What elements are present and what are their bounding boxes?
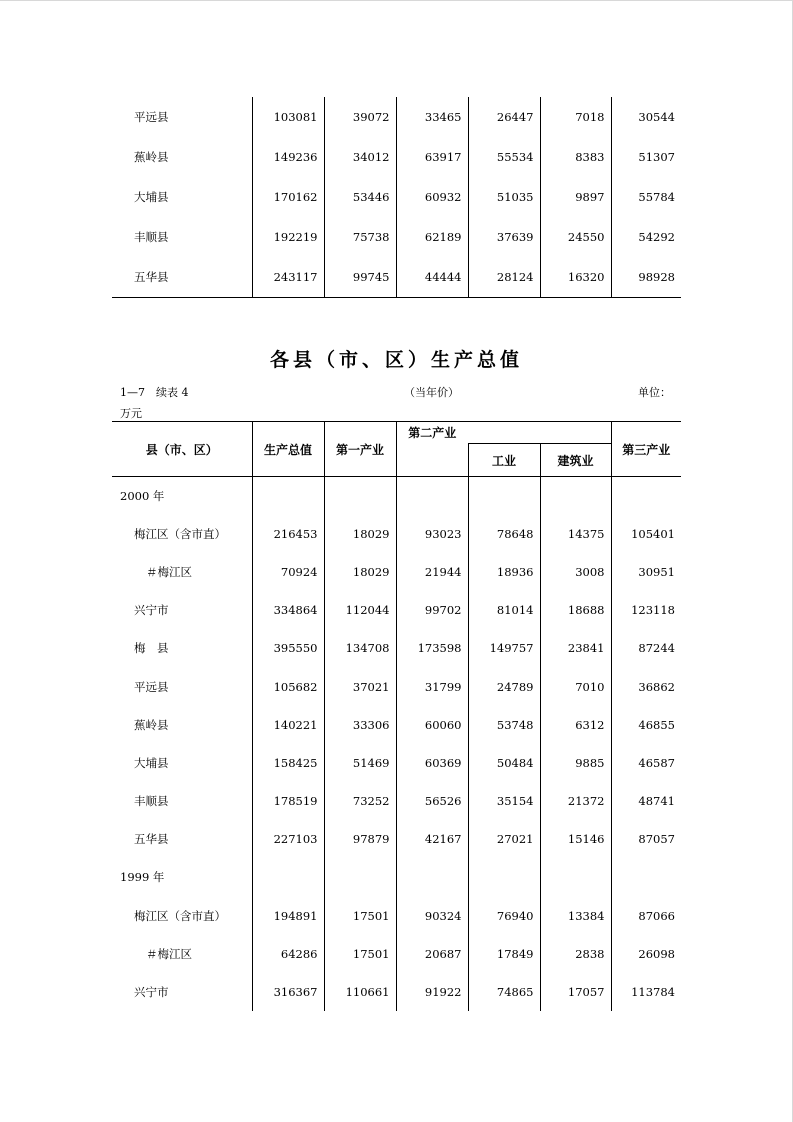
- cell-value: [540, 858, 611, 896]
- row-label: 兴宁市: [134, 603, 169, 618]
- cell-value: 7010: [540, 667, 611, 705]
- cell-value: 62189: [396, 217, 468, 257]
- cell-value: 93023: [396, 515, 468, 553]
- table-row: [112, 744, 681, 782]
- cell-value: 60060: [396, 706, 468, 744]
- cell-value: [324, 858, 396, 896]
- cell-value: 87066: [611, 897, 681, 935]
- cell-value: 63917: [396, 137, 468, 177]
- cell-value: 87057: [611, 820, 681, 858]
- cell-value: 87244: [611, 629, 681, 667]
- cell-value: [468, 858, 540, 896]
- row-label: 梅 县: [134, 641, 169, 656]
- cell-value: 17849: [468, 935, 540, 973]
- cell-value: 16320: [540, 257, 611, 297]
- cell-value: 173598: [396, 629, 468, 667]
- cell-value: 24550: [540, 217, 611, 257]
- table-row: [112, 137, 681, 177]
- cell-value: 33306: [324, 706, 396, 744]
- table-row: [112, 591, 681, 629]
- table-number: 1—7 续表 4: [120, 386, 189, 399]
- cell-value: 112044: [324, 591, 396, 629]
- cell-value: 37639: [468, 217, 540, 257]
- cell-value: 149236: [252, 137, 324, 177]
- row-label: 1999 年: [120, 870, 165, 885]
- cell-value: 78648: [468, 515, 540, 553]
- table-row: [112, 257, 681, 297]
- cell-value: 103081: [252, 97, 324, 137]
- cell-value: 192219: [252, 217, 324, 257]
- cell-value: 91922: [396, 973, 468, 1011]
- cell-value: 194891: [252, 897, 324, 935]
- cell-value: 55534: [468, 137, 540, 177]
- cell-value: 23841: [540, 629, 611, 667]
- table-row: [112, 858, 681, 896]
- cell-value: 34012: [324, 137, 396, 177]
- cell-value: [611, 858, 681, 896]
- cell-value: 54292: [611, 217, 681, 257]
- cell-value: 316367: [252, 973, 324, 1011]
- cell-value: 44444: [396, 257, 468, 297]
- gdp-table: [112, 421, 681, 1011]
- cell-value: 90324: [396, 897, 468, 935]
- cell-value: 99745: [324, 257, 396, 297]
- row-label: 蕉岭县: [134, 150, 169, 164]
- cell-value: [540, 477, 611, 515]
- cell-value: 30544: [611, 97, 681, 137]
- cell-value: 53446: [324, 177, 396, 217]
- cell-value: 46587: [611, 744, 681, 782]
- cell-value: 6312: [540, 706, 611, 744]
- cell-value: 17501: [324, 935, 396, 973]
- table-row: [112, 97, 681, 137]
- cell-value: 36862: [611, 667, 681, 705]
- table-row: [112, 217, 681, 257]
- cell-value: 26098: [611, 935, 681, 973]
- cell-value: [252, 858, 324, 896]
- header-gdp: 生产总值: [252, 422, 324, 477]
- cell-value: 105682: [252, 667, 324, 705]
- row-label: 平远县: [134, 110, 169, 124]
- price-note: （当年价）: [404, 386, 459, 399]
- cell-value: 24789: [468, 667, 540, 705]
- row-label: 蕉岭县: [134, 717, 169, 732]
- cell-value: 74865: [468, 973, 540, 1011]
- cell-value: 56526: [396, 782, 468, 820]
- page-title: 各县（市、区）生产总值: [269, 349, 523, 371]
- cell-value: 28124: [468, 257, 540, 297]
- cell-value: 48741: [611, 782, 681, 820]
- cell-value: 81014: [468, 591, 540, 629]
- unit-value: 万元: [120, 407, 142, 420]
- row-label: 梅江区（含市直）: [134, 908, 226, 923]
- cell-value: 18029: [324, 515, 396, 553]
- cell-value: 17057: [540, 973, 611, 1011]
- cell-value: [468, 477, 540, 515]
- cell-value: 243117: [252, 257, 324, 297]
- row-label: 丰顺县: [134, 794, 169, 809]
- row-label: ＃梅江区: [146, 564, 192, 579]
- cell-value: 395550: [252, 629, 324, 667]
- cell-value: 134708: [324, 629, 396, 667]
- cell-value: 170162: [252, 177, 324, 217]
- cell-value: 149757: [468, 629, 540, 667]
- cell-value: 14375: [540, 515, 611, 553]
- cell-value: 46855: [611, 706, 681, 744]
- row-label: 丰顺县: [134, 230, 169, 244]
- row-label: 大埔县: [134, 190, 169, 204]
- cell-value: 60932: [396, 177, 468, 217]
- cell-value: 75738: [324, 217, 396, 257]
- cell-value: 18936: [468, 553, 540, 591]
- table-row: [112, 935, 681, 973]
- cell-value: 158425: [252, 744, 324, 782]
- cell-value: 53748: [468, 706, 540, 744]
- cell-value: 35154: [468, 782, 540, 820]
- cell-value: 9885: [540, 744, 611, 782]
- cell-value: 18029: [324, 553, 396, 591]
- header-region: 县（市、区）: [112, 422, 252, 477]
- cell-value: 13384: [540, 897, 611, 935]
- cell-value: 27021: [468, 820, 540, 858]
- table-row: [112, 515, 681, 553]
- cell-value: [611, 477, 681, 515]
- cell-value: 26447: [468, 97, 540, 137]
- cell-value: 21944: [396, 553, 468, 591]
- cell-value: 70924: [252, 553, 324, 591]
- cell-value: 123118: [611, 591, 681, 629]
- row-label: 兴宁市: [134, 985, 169, 1000]
- continued-table: [112, 97, 681, 298]
- cell-value: 30951: [611, 553, 681, 591]
- row-label: 大埔县: [134, 755, 169, 770]
- row-label: ＃梅江区: [146, 946, 192, 961]
- cell-value: 2838: [540, 935, 611, 973]
- cell-value: 21372: [540, 782, 611, 820]
- cell-value: 42167: [396, 820, 468, 858]
- table-row: [112, 177, 681, 217]
- table-row: [112, 477, 681, 515]
- cell-value: 140221: [252, 706, 324, 744]
- cell-value: 76940: [468, 897, 540, 935]
- cell-value: 110661: [324, 973, 396, 1011]
- cell-value: 98928: [611, 257, 681, 297]
- header-primary: 第一产业: [324, 422, 396, 477]
- cell-value: 20687: [396, 935, 468, 973]
- table-row: [112, 667, 681, 705]
- unit-label: 单位：: [638, 386, 671, 399]
- cell-value: 51035: [468, 177, 540, 217]
- cell-value: [324, 477, 396, 515]
- cell-value: 334864: [252, 591, 324, 629]
- cell-value: 178519: [252, 782, 324, 820]
- cell-value: 8383: [540, 137, 611, 177]
- cell-value: [252, 477, 324, 515]
- cell-value: 33465: [396, 97, 468, 137]
- cell-value: 113784: [611, 973, 681, 1011]
- cell-value: 216453: [252, 515, 324, 553]
- cell-value: 37021: [324, 667, 396, 705]
- row-label: 五华县: [134, 269, 169, 284]
- cell-value: 39072: [324, 97, 396, 137]
- row-label: 平远县: [134, 679, 169, 694]
- cell-value: [396, 477, 468, 515]
- cell-value: 64286: [252, 935, 324, 973]
- header-secondary: 第二产业: [396, 422, 468, 444]
- cell-value: 51307: [611, 137, 681, 177]
- cell-value: 50484: [468, 744, 540, 782]
- cell-value: 9897: [540, 177, 611, 217]
- table-row: [112, 706, 681, 744]
- header-tertiary: 第三产业: [611, 422, 681, 477]
- cell-value: 97879: [324, 820, 396, 858]
- cell-value: 227103: [252, 820, 324, 858]
- row-label: 2000 年: [120, 488, 165, 503]
- cell-value: [396, 858, 468, 896]
- cell-value: 3008: [540, 553, 611, 591]
- table-row: [112, 973, 681, 1011]
- cell-value: 73252: [324, 782, 396, 820]
- header-construction: 建筑业: [540, 444, 611, 477]
- cell-value: 17501: [324, 897, 396, 935]
- cell-value: 60369: [396, 744, 468, 782]
- cell-value: 51469: [324, 744, 396, 782]
- table-row: [112, 897, 681, 935]
- table-row: [112, 629, 681, 667]
- table-row: [112, 553, 681, 591]
- cell-value: 31799: [396, 667, 468, 705]
- cell-value: 55784: [611, 177, 681, 217]
- cell-value: 105401: [611, 515, 681, 553]
- cell-value: 99702: [396, 591, 468, 629]
- cell-value: 7018: [540, 97, 611, 137]
- cell-value: 18688: [540, 591, 611, 629]
- table-row: [112, 782, 681, 820]
- cell-value: 15146: [540, 820, 611, 858]
- table-row: [112, 820, 681, 858]
- row-label: 梅江区（含市直）: [134, 526, 226, 541]
- header-industry: 工业: [468, 444, 540, 477]
- row-label: 五华县: [134, 832, 169, 847]
